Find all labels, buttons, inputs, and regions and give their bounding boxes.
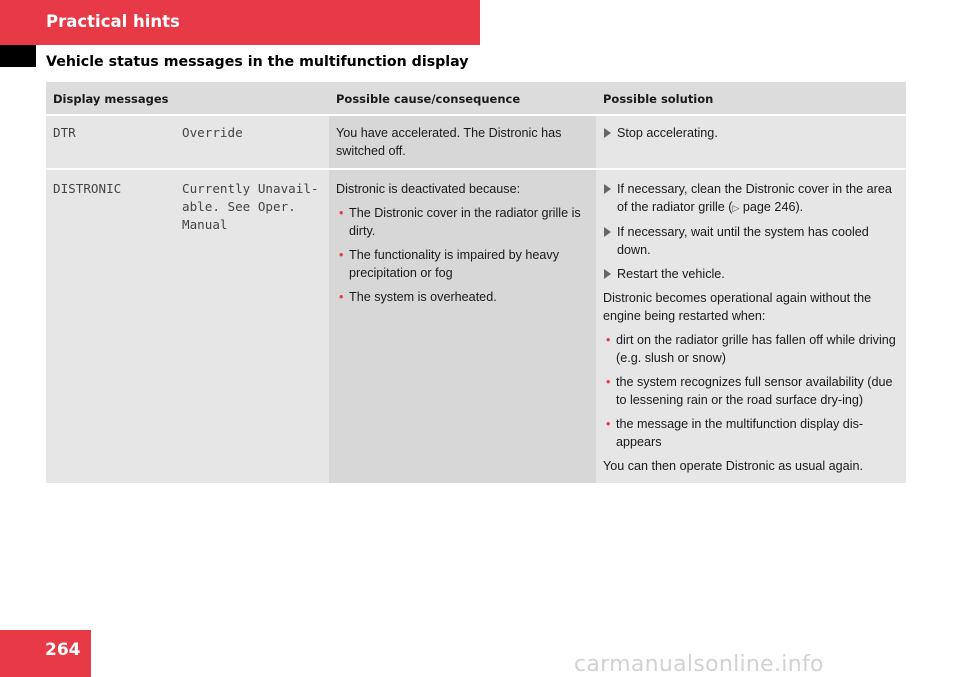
page-number: 264 [45,640,81,660]
solution-bullet [603,373,900,409]
status-messages-table [46,82,906,483]
solution-cell [596,116,906,168]
solution-step-text: If necessary, wait until the system has cooled down. [617,225,869,257]
solution-bullet [603,331,900,367]
closing-note: You can then operate Distronic as usual again. [603,459,863,473]
display-code: DISTRONIC [46,170,175,483]
solution-cell [596,170,906,483]
table-header-row [46,82,906,116]
page-reference: page 246). [742,200,804,214]
cause-cell [329,170,596,483]
display-code-detail [175,170,329,483]
step-arrow-icon [604,128,611,138]
solution-step [603,124,900,142]
watermark: carmanualsonline.info [574,652,824,677]
page-reference-arrow-icon: ▷ [732,203,740,213]
bullet-text: The functionality is impaired by heavy precipitation or fog [349,248,559,280]
bullet-text: The Distronic cover in the radiator grille is dirty. [349,206,581,238]
bullet-dot-icon: • [339,248,344,262]
solution-step-label: If necessary, clean the Distronic cover in the area of the radiator grille ( [617,182,892,214]
step-arrow-icon [604,227,611,237]
solution-step [603,180,900,217]
solution-bullet [603,415,900,451]
solution-paragraph: Distronic becomes operational again without the engine being restarted when: [603,291,872,323]
bullet-dot-icon: • [606,417,611,431]
step-arrow-icon [604,269,611,279]
display-code-line: able. See Oper. [182,199,296,214]
bullet-dot-icon: • [606,333,611,347]
cause-bullet [336,246,590,282]
cause-intro: Distronic is deactivated because: [336,182,521,196]
step-arrow-icon [604,184,611,194]
column-header-display-messages: Display messages [53,92,169,106]
cause-bullet [336,288,590,306]
column-header-solution: Possible solution [603,92,714,106]
section-title: Vehicle status messages in the multifunction display [46,54,469,70]
solution-step [603,223,900,259]
display-code: DTR [46,116,175,168]
bullet-text: the system recognizes full sensor availability (due to lessening rain or the road surface dry-ing) [616,375,893,407]
cause-bullet [336,204,590,240]
bullet-dot-icon: • [606,375,611,389]
bullet-dot-icon: • [339,290,344,304]
table-row [46,168,906,483]
display-code-line: Currently Unavail- [182,181,319,196]
column-header-cause: Possible cause/consequence [336,92,521,106]
section-marker [0,45,36,67]
chapter-title: Practical hints [46,12,180,31]
table-row [46,116,906,168]
display-code-line: Manual [182,217,228,232]
solution-step-text [617,180,900,217]
bullet-dot-icon: • [339,206,344,220]
display-code-detail: Override [175,116,329,168]
bullet-text: The system is overheated. [349,290,497,304]
cause-text: You have accelerated. The Distronic has switched off. [329,116,596,168]
bullet-text: dirt on the radiator grille has fallen off while driving (e.g. slush or snow) [616,333,896,365]
solution-step [603,265,900,283]
bullet-text: the message in the multifunction display dis-appears [616,417,864,449]
solution-step-text: Restart the vehicle. [617,267,725,281]
solution-step-text: Stop accelerating. [617,126,718,140]
